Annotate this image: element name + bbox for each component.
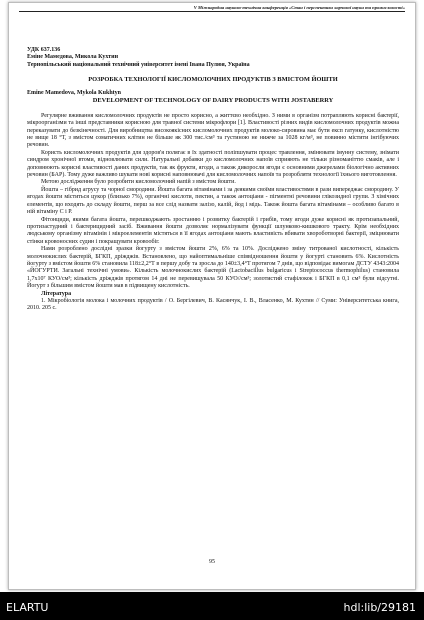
handle-id: hdl:lib/29181 — [343, 601, 416, 614]
authors-ua: Еміне Мамедова, Микола Кухтин — [27, 54, 119, 61]
title-en: DEVELOPMENT OF TECHNOLOGY OF DAIRY PRODUCTS WITH JOSTABERRY — [92, 97, 334, 105]
paragraph-3: Метою дослідження було розробити кисломолочний напій з вмістом йошти. — [41, 179, 236, 186]
paragraph-2: Користь кисломолочних продуктів для здоров'я полягає в їх здатності поліпшувати процес травлення, змінювати імунну систему, знімати синдром хронічної втоми, відновлювати сили. Натуральні добавки до кисломолочних напоїв сприяють не тільки різноманіттю смаків, але і доповнюють корисні властивості даних продуктів, так як фрукти, ягоди, а також дикоросли ягоди є основними джерелами біологічно активних речовин (БАР). Тому дуже важливо шукати нові корисні наповнювачі для кисломолочних напоїв та розробляти технології їхнього виготовлення. — [27, 149, 399, 179]
paragraph-5: Фітонциди, якими багата йошта, перешкоджають зростанню і розвитку бактерій і грибів, тому ягоди дуже корисні як протизапальний, протизастудний і бактерицидний засіб. Вживання йошти дозволяє нормалізувати функції шлунково-кишкового тракту. Крім необхідних людському організму вітамінів і мікроелементів містяться в її ягодах антоціани мають властивість вбивати хвороботворні бактерії, зміцнювати стінки кровоносних судин і покращувати кровообіг. — [27, 216, 399, 245]
title-ua: РОЗРОБКА ТЕХНОЛОГІЇ КИСЛОМОЛОЧНИХ ПРОДУКТІВ З ВМІСТОМ ЙОШТИ — [88, 76, 338, 84]
repository-label: ELARTU — [6, 601, 49, 614]
paragraph-1: Регулярне вживання кисломолочних продуктів не просто корисно, а життєво необхідно. З ними в організм потрапляють корисні бактерії, мікроорганізми та інші представники корисною для травної системи мікрофлори [1]. Властивості різних видів кисломолочних продуктів можна переказувати до безкінечності. Для виробництва високоякісних кисломолочних продуктів молоко-сировина має бути експ гатунку, кислотністю не вище 18 °Т, з вмістом соматичних клітин не більше як 300 тис./см³ та густиною не нижче за 1028 кг/м³, не повинно містити інгібуючих речовин. — [27, 112, 399, 149]
page-number: 95 — [209, 559, 215, 565]
authors-en: Emine Mamedova, Mykola Kukhtyn — [27, 89, 122, 96]
viewer-footer — [0, 592, 424, 620]
document-page — [8, 2, 416, 590]
article-body — [27, 47, 399, 313]
reference-1: 1. Мікробіологія молока і молочних продуктів / О. Бергілевич, В. Касянчук, І. В., Власенко, М. Кухтин // Суми: Університетська книга, 2010. 205 с. — [27, 297, 399, 312]
paragraph-6: Нами розроблено дослідні зразки йогурту з вмістом йошти 2%, 6% та 10%. Досліджено зміну титрованої кислотності, кількість молочнокислих бактерій, БГКП, дріжджів. Встановлено, що найоптимальніше співвідношення йошти у йогурті становить 6%. Кислотність йогурту з вмістом йошти 6% становила 118±2,2°Т в першу добу та зросла до 140±3,4°Т протягом 7 днів, що відповідає вимогам ДСТУ 4343:2004 «ЙОГУРТИ. Загальні технічні умови». Кількість молочнокислих бактерій (Lactobacillus bulgaricus і Streptococcus thermophilus) становила 1,7x10⁷ КУО/см³; кількість дріжджів протягом 14 дні не перевищувала 50 КУО//см³; золотистий стафілокок і БГКП в 0,1 см³ були відсутні. Йогурт з більшим вмістом йошти мав в підвищену кислотність. — [27, 246, 399, 290]
udk-code: УДК 637.136 — [27, 47, 61, 53]
literature-heading: Література — [41, 290, 72, 297]
conference-header: V Міжнародна науково-технічна конференція «Стан і перспективи харчової науки та промисловості» — [19, 5, 405, 12]
affiliation: Тернопільський національний технічний університет імені Івана Пулюя, Україна — [27, 61, 250, 68]
paragraph-4: Йошта – гібрид агрусу та чорної смородини. Йошта багата вітамінами і за деякими своїми властивостями в рази випереджає смородину. У ягодах йошти міститься цукор (близько 7%), органічні кислоти, пектин, а також антоціани - пігментні речовини глікозидної групи. З хімічних елементів, що входять до складу йошти, перш за все слід назвати залізо, калій, йод і мідь. Також йошта багата вітамінами – особливо багато в ній вітаміну С і Р. — [27, 186, 399, 216]
